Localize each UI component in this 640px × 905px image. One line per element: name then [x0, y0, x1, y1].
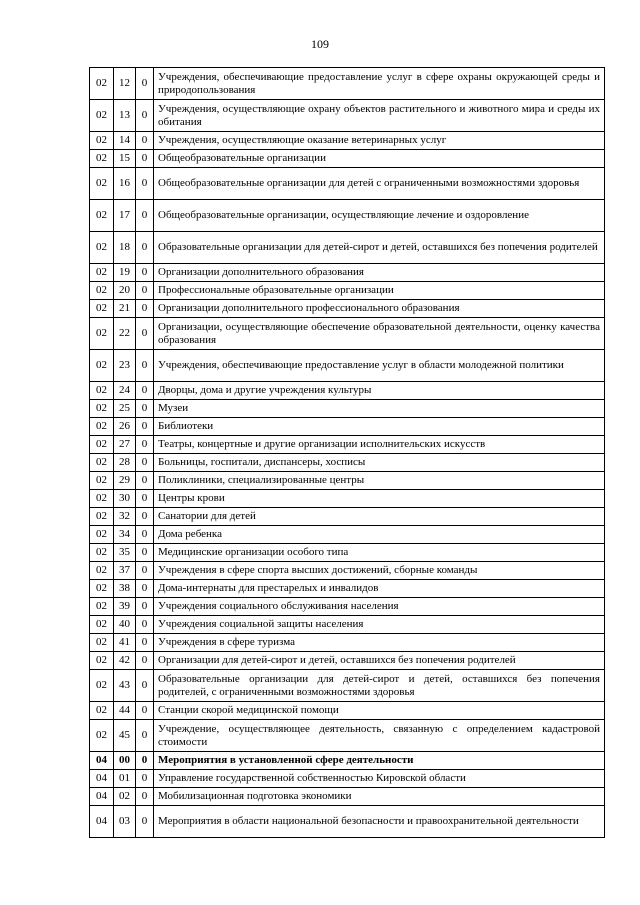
code-group-cell: 0: [136, 100, 154, 132]
code-group-cell: 0: [136, 508, 154, 526]
code-group-cell: 0: [136, 168, 154, 200]
table-row: [90, 418, 605, 436]
code-group-cell: 0: [136, 598, 154, 616]
code-group-cell: 0: [136, 150, 154, 168]
code-group-cell: 0: [136, 616, 154, 634]
code-group-cell: 0: [136, 232, 154, 264]
table-row: [90, 400, 605, 418]
description-cell: Дома ребенка: [154, 526, 605, 544]
table-row: [90, 562, 605, 580]
table-row: [90, 526, 605, 544]
code-group-cell: 0: [136, 454, 154, 472]
code-section-cell: 02: [90, 150, 114, 168]
description-cell: Образовательные организации для детей-сирот и детей, оставшихся без попечения родителей, с ограниченными возможностями здоровья: [154, 670, 605, 702]
description-cell: Мероприятия в области национальной безопасности и правоохранительной деятельности: [154, 806, 605, 838]
table-row: [90, 670, 605, 702]
code-subsection-cell: 45: [114, 720, 136, 752]
table-row: [90, 544, 605, 562]
code-section-cell: 02: [90, 382, 114, 400]
code-section-cell: 02: [90, 232, 114, 264]
description-cell: Образовательные организации для детей-сирот и детей, оставшихся без попечения родителей: [154, 232, 605, 264]
code-subsection-cell: 22: [114, 318, 136, 350]
code-section-cell: 02: [90, 200, 114, 232]
table-row: [90, 508, 605, 526]
code-subsection-cell: 00: [114, 752, 136, 770]
table-row: [90, 652, 605, 670]
table-row: [90, 788, 605, 806]
description-cell: Мероприятия в установленной сфере деятельности: [154, 752, 605, 770]
code-section-cell: 04: [90, 770, 114, 788]
code-group-cell: 0: [136, 580, 154, 598]
code-subsection-cell: 25: [114, 400, 136, 418]
code-section-cell: 02: [90, 472, 114, 490]
description-cell: Управление государственной собственностью Кировской области: [154, 770, 605, 788]
code-section-cell: 02: [90, 350, 114, 382]
code-group-cell: 0: [136, 418, 154, 436]
code-group-cell: 0: [136, 526, 154, 544]
code-section-cell: 02: [90, 598, 114, 616]
code-group-cell: 0: [136, 652, 154, 670]
code-group-cell: 0: [136, 634, 154, 652]
code-subsection-cell: 32: [114, 508, 136, 526]
code-subsection-cell: 40: [114, 616, 136, 634]
code-section-cell: 02: [90, 436, 114, 454]
description-cell: Центры крови: [154, 490, 605, 508]
code-group-cell: 0: [136, 68, 154, 100]
description-cell: Станции скорой медицинской помощи: [154, 702, 605, 720]
table-row: [90, 282, 605, 300]
code-section-cell: 02: [90, 282, 114, 300]
code-group-cell: 0: [136, 490, 154, 508]
description-cell: Учреждения, обеспечивающие предоставление услуг в сфере охраны окружающей среды и природопользования: [154, 68, 605, 100]
description-cell: Дворцы, дома и другие учреждения культуры: [154, 382, 605, 400]
code-section-cell: 02: [90, 132, 114, 150]
table-row: [90, 454, 605, 472]
description-cell: Общеобразовательные организации, осуществляющие лечение и оздоровление: [154, 200, 605, 232]
code-group-cell: 0: [136, 702, 154, 720]
code-group-cell: 0: [136, 436, 154, 454]
table-body: [90, 68, 605, 838]
table-row: [90, 436, 605, 454]
code-section-cell: 02: [90, 616, 114, 634]
description-cell: Организации для детей-сирот и детей, оставшихся без попечения родителей: [154, 652, 605, 670]
code-subsection-cell: 17: [114, 200, 136, 232]
table-row: [90, 806, 605, 838]
table-row: [90, 132, 605, 150]
code-subsection-cell: 35: [114, 544, 136, 562]
code-subsection-cell: 43: [114, 670, 136, 702]
code-section-cell: 04: [90, 788, 114, 806]
code-group-cell: 0: [136, 788, 154, 806]
code-group-cell: 0: [136, 670, 154, 702]
table-row: [90, 350, 605, 382]
code-group-cell: 0: [136, 562, 154, 580]
table-row: [90, 616, 605, 634]
code-subsection-cell: 34: [114, 526, 136, 544]
table-row: [90, 150, 605, 168]
table-row: [90, 720, 605, 752]
code-subsection-cell: 44: [114, 702, 136, 720]
code-subsection-cell: 39: [114, 598, 136, 616]
code-subsection-cell: 18: [114, 232, 136, 264]
code-subsection-cell: 15: [114, 150, 136, 168]
code-section-cell: 04: [90, 806, 114, 838]
code-subsection-cell: 02: [114, 788, 136, 806]
code-section-cell: 02: [90, 68, 114, 100]
code-subsection-cell: 16: [114, 168, 136, 200]
code-section-cell: 02: [90, 400, 114, 418]
code-section-cell: 02: [90, 418, 114, 436]
code-group-cell: 0: [136, 400, 154, 418]
description-cell: Учреждения, осуществляющие охрану объектов растительного и животного мира и среды их обитания: [154, 100, 605, 132]
table-row: [90, 580, 605, 598]
table-row: [90, 264, 605, 282]
table-row: [90, 68, 605, 100]
code-subsection-cell: 26: [114, 418, 136, 436]
table-row: [90, 200, 605, 232]
description-cell: Организации дополнительного образования: [154, 264, 605, 282]
table-row: [90, 702, 605, 720]
code-subsection-cell: 03: [114, 806, 136, 838]
table-row: [90, 634, 605, 652]
code-subsection-cell: 12: [114, 68, 136, 100]
code-section-cell: 02: [90, 526, 114, 544]
code-group-cell: 0: [136, 544, 154, 562]
code-section-cell: 02: [90, 490, 114, 508]
code-group-cell: 0: [136, 472, 154, 490]
description-cell: Учреждения социального обслуживания населения: [154, 598, 605, 616]
code-subsection-cell: 42: [114, 652, 136, 670]
code-group-cell: 0: [136, 806, 154, 838]
budget-codes-table: [89, 67, 605, 838]
code-subsection-cell: 19: [114, 264, 136, 282]
description-cell: Организации дополнительного профессионального образования: [154, 300, 605, 318]
code-subsection-cell: 13: [114, 100, 136, 132]
code-group-cell: 0: [136, 264, 154, 282]
table-row: [90, 318, 605, 350]
code-section-cell: 02: [90, 300, 114, 318]
description-cell: Больницы, госпитали, диспансеры, хосписы: [154, 454, 605, 472]
description-cell: Мобилизационная подготовка экономики: [154, 788, 605, 806]
description-cell: Учреждения в сфере туризма: [154, 634, 605, 652]
table-row: [90, 770, 605, 788]
code-group-cell: 0: [136, 200, 154, 232]
code-subsection-cell: 38: [114, 580, 136, 598]
description-cell: Общеобразовательные организации: [154, 150, 605, 168]
code-group-cell: 0: [136, 282, 154, 300]
description-cell: Театры, концертные и другие организации исполнительских искусств: [154, 436, 605, 454]
code-subsection-cell: 23: [114, 350, 136, 382]
code-group-cell: 0: [136, 300, 154, 318]
table-row: [90, 382, 605, 400]
code-subsection-cell: 20: [114, 282, 136, 300]
description-cell: Учреждения социальной защиты населения: [154, 616, 605, 634]
description-cell: Санатории для детей: [154, 508, 605, 526]
code-section-cell: 04: [90, 752, 114, 770]
description-cell: Учреждение, осуществляющее деятельность, связанную с определением кадастровой стоимости: [154, 720, 605, 752]
code-section-cell: 02: [90, 720, 114, 752]
code-subsection-cell: 37: [114, 562, 136, 580]
description-cell: Организации, осуществляющие обеспечение образовательной деятельности, оценку качества образования: [154, 318, 605, 350]
code-group-cell: 0: [136, 752, 154, 770]
code-subsection-cell: 01: [114, 770, 136, 788]
code-group-cell: 0: [136, 770, 154, 788]
code-section-cell: 02: [90, 702, 114, 720]
code-subsection-cell: 21: [114, 300, 136, 318]
code-section-cell: 02: [90, 318, 114, 350]
code-subsection-cell: 41: [114, 634, 136, 652]
code-group-cell: 0: [136, 382, 154, 400]
code-group-cell: 0: [136, 350, 154, 382]
description-cell: Медицинские организации особого типа: [154, 544, 605, 562]
code-subsection-cell: 24: [114, 382, 136, 400]
code-section-cell: 02: [90, 100, 114, 132]
description-cell: Поликлиники, специализированные центры: [154, 472, 605, 490]
table-row: [90, 232, 605, 264]
description-cell: Общеобразовательные организации для детей с ограниченными возможностями здоровья: [154, 168, 605, 200]
code-group-cell: 0: [136, 720, 154, 752]
description-cell: Учреждения в сфере спорта высших достижений, сборные команды: [154, 562, 605, 580]
description-cell: Библиотеки: [154, 418, 605, 436]
code-group-cell: 0: [136, 132, 154, 150]
code-section-cell: 02: [90, 580, 114, 598]
code-section-cell: 02: [90, 168, 114, 200]
table-row: [90, 752, 605, 770]
code-subsection-cell: 30: [114, 490, 136, 508]
description-cell: Профессиональные образовательные организации: [154, 282, 605, 300]
description-cell: Музеи: [154, 400, 605, 418]
code-section-cell: 02: [90, 670, 114, 702]
table-row: [90, 168, 605, 200]
table-row: [90, 100, 605, 132]
code-section-cell: 02: [90, 544, 114, 562]
code-section-cell: 02: [90, 454, 114, 472]
code-group-cell: 0: [136, 318, 154, 350]
code-subsection-cell: 14: [114, 132, 136, 150]
description-cell: Учреждения, осуществляющие оказание ветеринарных услуг: [154, 132, 605, 150]
code-section-cell: 02: [90, 634, 114, 652]
table-row: [90, 598, 605, 616]
page-number: 109: [311, 37, 329, 51]
code-subsection-cell: 27: [114, 436, 136, 454]
description-cell: Учреждения, обеспечивающие предоставление услуг в области молодежной политики: [154, 350, 605, 382]
code-section-cell: 02: [90, 652, 114, 670]
code-section-cell: 02: [90, 264, 114, 282]
table-row: [90, 472, 605, 490]
table-row: [90, 490, 605, 508]
code-subsection-cell: 29: [114, 472, 136, 490]
code-subsection-cell: 28: [114, 454, 136, 472]
description-cell: Дома-интернаты для престарелых и инвалидов: [154, 580, 605, 598]
table-row: [90, 300, 605, 318]
code-section-cell: 02: [90, 562, 114, 580]
code-section-cell: 02: [90, 508, 114, 526]
